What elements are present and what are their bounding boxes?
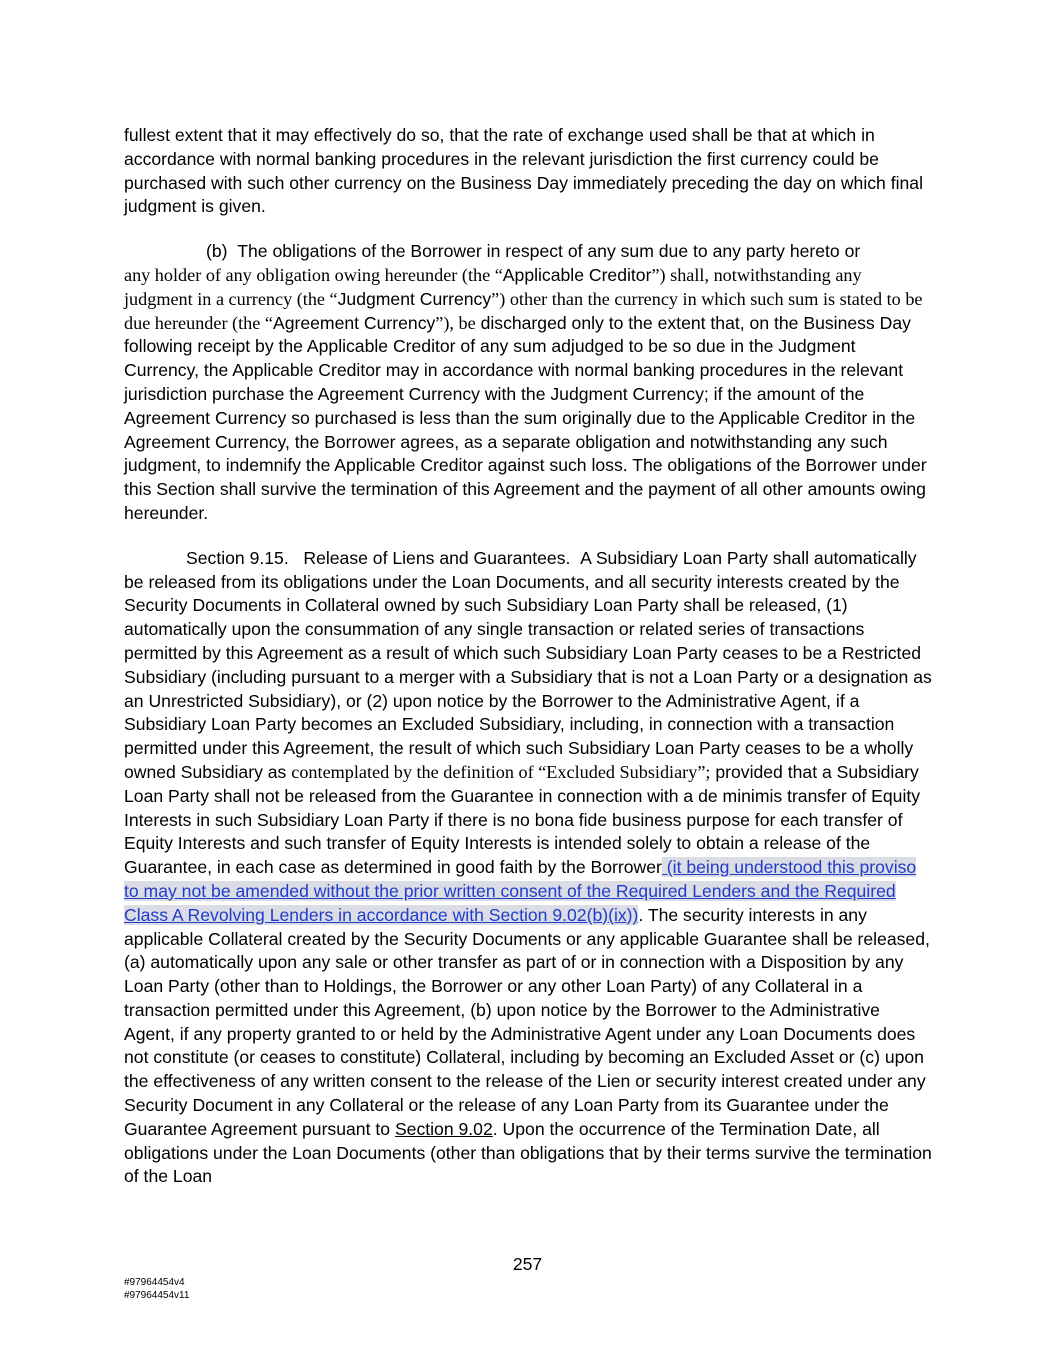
section-text-3: . The security interests in any applicable Collateral created by the Security Documents or any applicable Guarantee shall be released, (a) automatically upon any sale or other transfer as part of or in connection with a Disposition by any Loan Party (other than to Holdings, the Borrower or any other Loan Party) of any Collateral in a transaction permitted under this Agreement, (b) upon notice by the Borrower to the Administrative Agent, if any property granted to or held by the Administrative Agent under any Loan Documents does not constitute (or ceases to constitute) Collateral, including by becoming an Excluded Asset or (c) upon the effectiveness of any written consent to the release of the Lien or security interest created under any Security Document in any Collateral or the release of any Loan Party from its Guarantee under the Guarantee Agreement pursuant to [124, 904, 930, 1139]
paragraph-b-serif-3: ”) other than the currency in which such sum is stated to be due hereunder (the “ [124, 288, 923, 333]
section-text-1: A Subsidiary Loan Party shall automatically be released from its obligations under the Loan Documents, and all security interests created by the Security Documents in Collateral owned by such Subsidiary Loan Party shall be released, (1) automatically upon the consummation of any single transaction or related series of transactions permitted by this Agreement as a result of which such Subsidiary Loan Party ceases to be a Restricted Subsidiary (including pursuant to a merger with a Subsidiary that is not a Loan Party or a designation as an Unrestricted Subsidiary), or (2) upon notice by the Borrower to the Administrative Agent, if a Subsidiary Loan Party becomes an Excluded Subsidiary, including, in connection with a transaction permitted under this Agreement, the result of which such Subsidiary Loan Party ceases to be a wholly owned Subsidiary as [124, 547, 932, 782]
section-serif-text: contemplated by the definition of “Excluded Subsidiary”; [291, 761, 711, 782]
document-id-footer [124, 1277, 189, 1302]
paragraph-judgment-currency-continued: fullest extent that it may effectively do so, that the rate of exchange used shall be that at which in accordance with normal banking procedures in the relevant jurisdiction the first currency could be purchased with such other currency on the Business Day immediately preceding the day on which final judgment is given. [124, 125, 923, 217]
document-id-1: #97964454v4 [124, 1277, 185, 1288]
document-body [124, 124, 932, 1189]
page-number: 257 [512, 1254, 543, 1274]
paragraph-b [124, 240, 932, 526]
section-text-2: provided that a Subsidiary Loan Party shall not be released from the Guarantee in connection with a de minimis transfer of Equity Interests in such Subsidiary Loan Party if there is no bona fide business purpose for each transfer of Equity Interests and such transfer of Equity Interests is intended solely to obtain a release of the Guarantee, in each case as determined in good faith by the Borrower [124, 761, 921, 878]
section-9-15 [124, 547, 932, 1190]
tracked-insertion[interactable]: (it being understood this proviso to may not be amended without the prior written consent of the Required Lenders and the Required Class A Revolving Lenders in accordance with Section 9.02(b)(ix)) [124, 857, 917, 925]
paragraph-b-serif-4: ”), be [435, 312, 476, 333]
document-id-2: #97964454v11 [124, 1289, 190, 1301]
section-heading: Section 9.15. Release of Liens and Guarantees. [186, 547, 581, 568]
section-text-4: . Upon the occurrence of the Termination Date, all obligations under the Loan Documents (other than obligations that by their terms survive the termination of the Loan [124, 1118, 932, 1187]
paragraph-b-rest: discharged only to the extent that, on the Business Day following receipt by the Applicable Creditor of any sum adjudged to be so due in the Judgment Currency, the Applicable Creditor may in accordance with normal banking procedures in the relevant jurisdiction purchase the Agreement Currency with the Judgment Currency; if the amount of the Agreement Currency so purchased is less than the sum originally due to the Applicable Creditor in the Agreement Currency, the Borrower agrees, as a separate obligation and notwithstanding any such judgment, to indemnify the Applicable Creditor against such loss. The obligations of the Borrower under this Section shall survive the termination of this Agreement and the payment of all other amounts owing hereunder. [124, 312, 927, 523]
defined-term-agreement-currency: Agreement Currency [272, 312, 436, 333]
defined-term-applicable-creditor: Applicable Creditor [502, 264, 652, 285]
defined-term-judgment-currency: Judgment Currency [337, 288, 492, 309]
section-9-02-reference[interactable]: Section 9.02 [394, 1118, 493, 1139]
paragraph-b-serif-2: ”) shall, notwithstanding any judgment in a currency (the “ [124, 264, 862, 309]
paragraph-b-serif-1: any holder of any obligation owing hereunder (the “ [124, 264, 503, 285]
paragraph-b-lead: (b) The obligations of the Borrower in respect of any sum due to any party hereto or [206, 241, 861, 262]
